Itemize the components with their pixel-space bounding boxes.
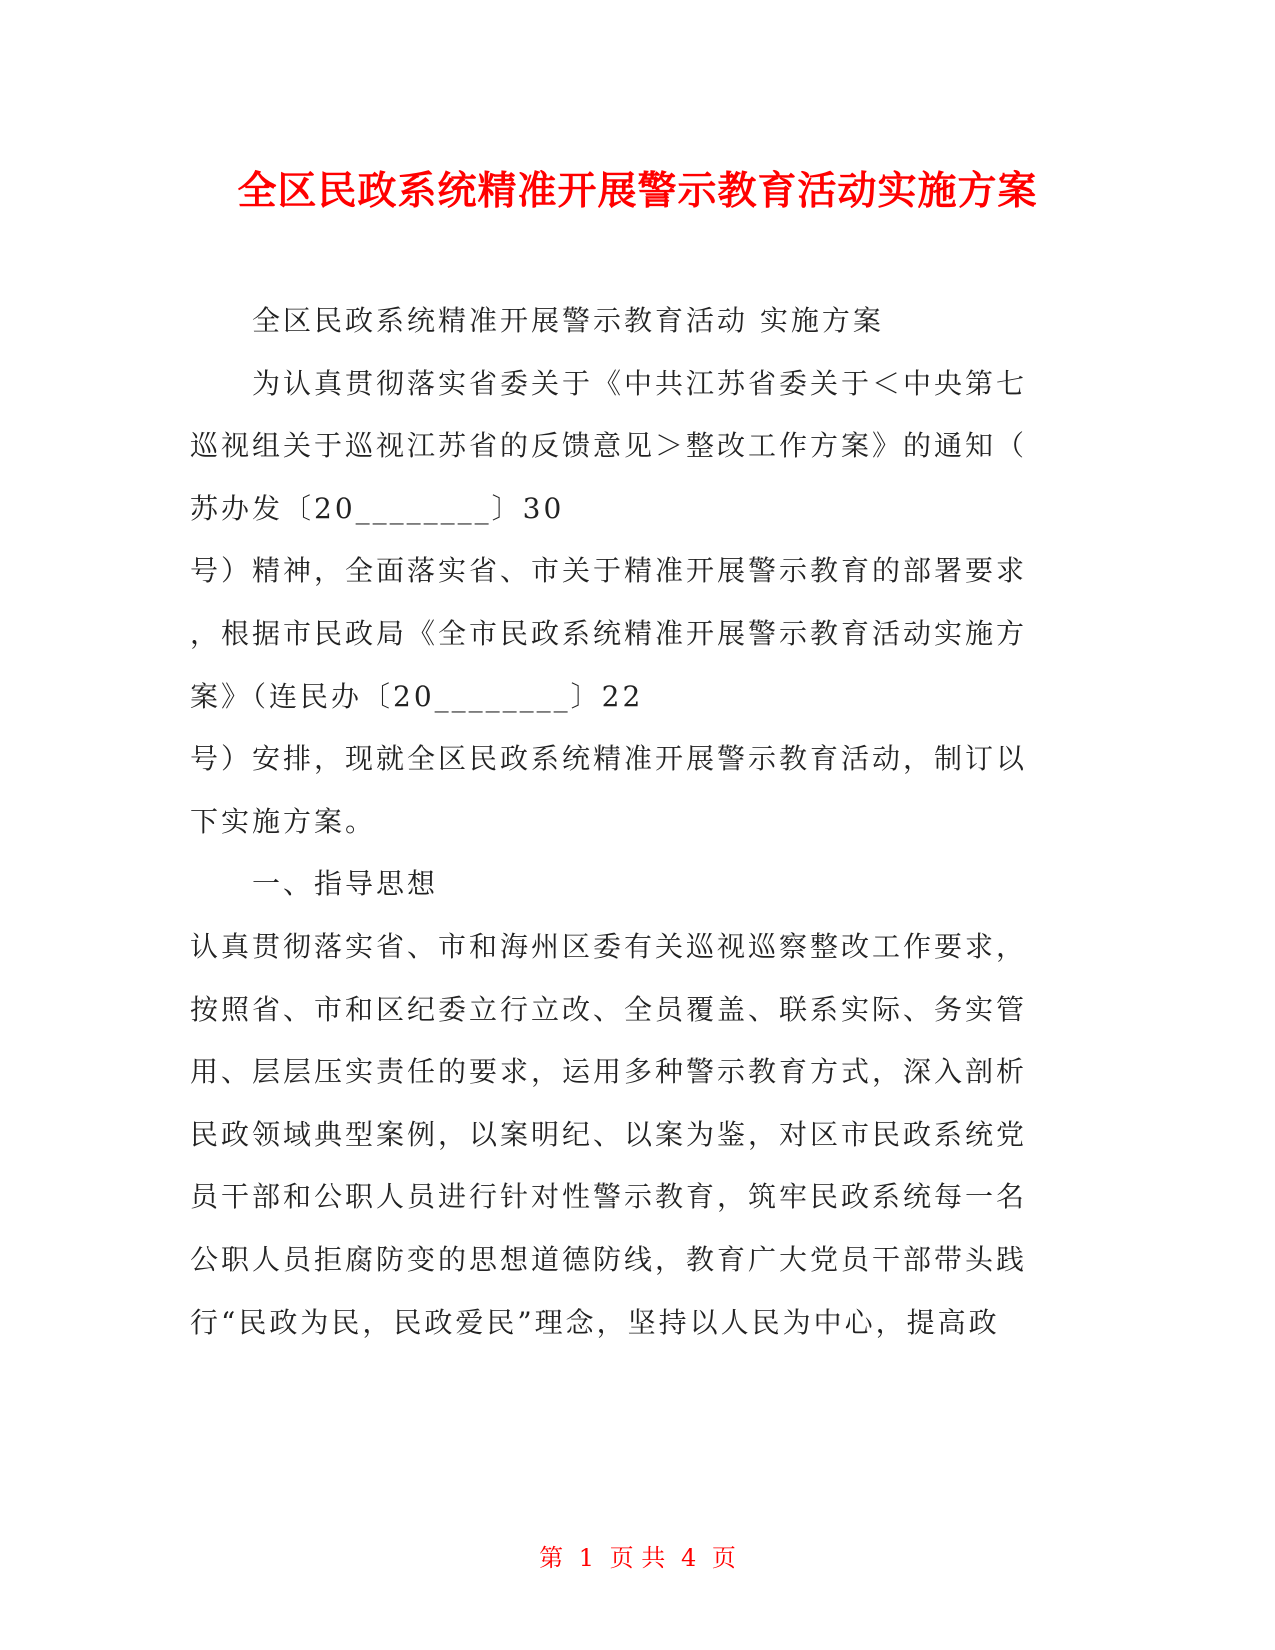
body-line: 为认真贯彻落实省委关于《中共江苏省委关于＜中央第七	[252, 366, 1028, 400]
body-line: 认真贯彻落实省、市和海州区委有关巡视巡察整改工作要求，	[190, 929, 1028, 963]
body-line: 按照省、市和区纪委立行立改、全员覆盖、联系实际、务实管	[190, 992, 1028, 1026]
document-title: 全区民政系统精准开展警示教育活动实施方案	[237, 169, 1038, 214]
page-footer	[0, 1538, 1275, 1573]
document-body	[190, 290, 1090, 1354]
current-page-number: 1	[578, 1544, 595, 1572]
page-label-mid: 页 共	[609, 1544, 666, 1572]
body-line: 号）安排，现就全区民政系统精准开展警示教育活动，制订以	[190, 742, 1028, 776]
body-line: ，根据市民政局《全市民政系统精准开展警示教育活动实施方	[190, 616, 1028, 650]
body-line: 用、层层压实责任的要求，运用多种警示教育方式，深入剖析	[190, 1055, 1028, 1089]
section-heading: 一、指导思想	[252, 867, 439, 901]
body-line: 民政领域典型案例，以案明纪、以案为鉴，对区市民政系统党	[190, 1117, 1028, 1151]
body-line: 员干部和公职人员进行针对性警示教育，筑牢民政系统每一名	[190, 1180, 1028, 1214]
body-line: 案》（连民办〔20________〕22	[190, 679, 644, 713]
page-label-prefix: 第	[539, 1544, 564, 1572]
body-line: 苏办发〔20________〕30	[190, 491, 565, 525]
body-line: 全区民政系统精准开展警示教育活动 实施方案	[252, 304, 884, 337]
total-pages-number: 4	[680, 1544, 697, 1572]
body-line: 巡视组关于巡视江苏省的反馈意见＞整改工作方案》的通知（	[190, 429, 1028, 463]
body-line: 行“民政为民，民政爱民”理念，坚持以人民为中心，提高政	[190, 1305, 1000, 1339]
page-label-suffix: 页	[711, 1544, 736, 1572]
body-line: 号）精神，全面落实省、市关于精准开展警示教育的部署要求	[190, 554, 1028, 588]
body-line: 下实施方案。	[190, 804, 377, 838]
body-line: 公职人员拒腐防变的思想道德防线，教育广大党员干部带头践	[190, 1242, 1028, 1276]
